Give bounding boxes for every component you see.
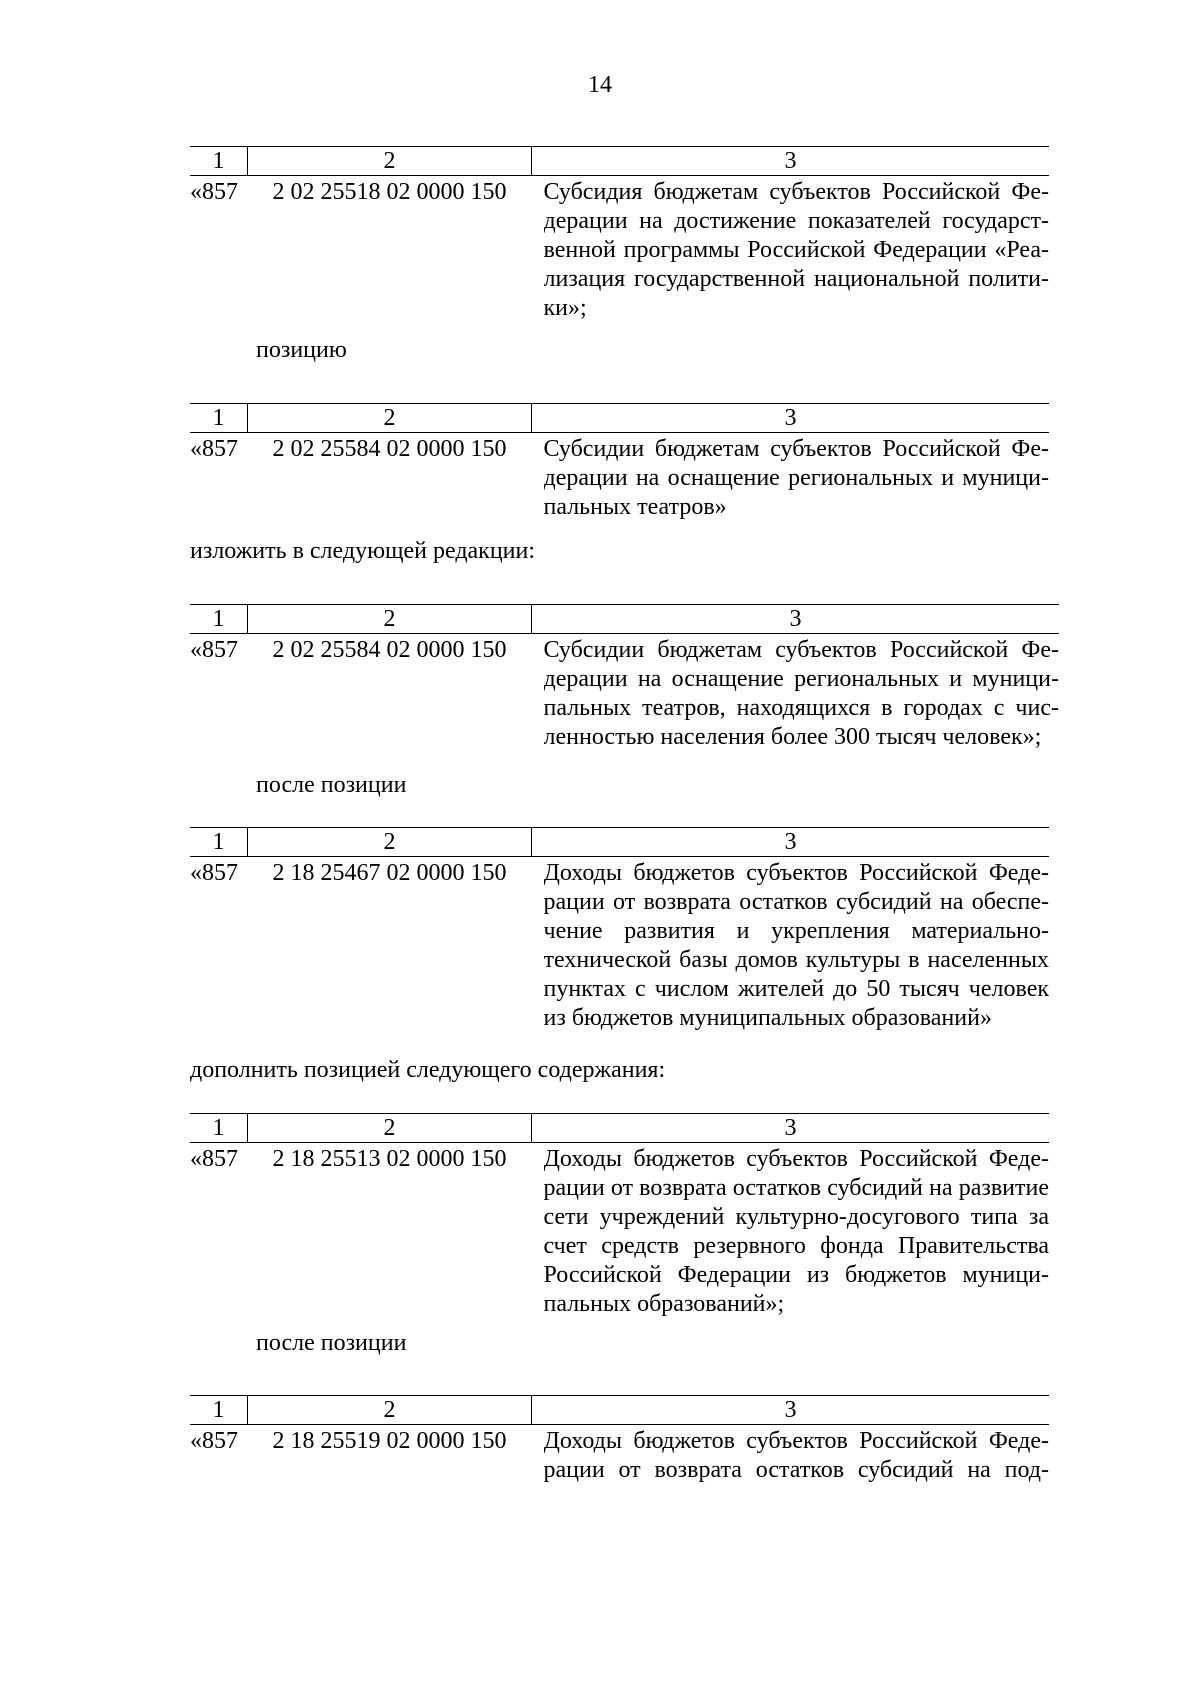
description-line: пальных образований»; xyxy=(543,1291,785,1317)
table-header-row xyxy=(190,605,1059,634)
kbk-code: 2 18 25467 02 0000 150 xyxy=(272,860,507,886)
admin-code: «857 xyxy=(190,436,238,462)
description-line: пунктах с числом жителей до 50 тысяч человек xyxy=(543,976,1049,1002)
header-col-1: 1 xyxy=(190,404,248,433)
revenue-table-3 xyxy=(190,604,1059,752)
admin-code: «857 xyxy=(190,1146,238,1172)
table-row xyxy=(190,857,1049,1034)
description-line: рации от возврата остатков субсидий на обеспе- xyxy=(543,889,1049,915)
description-line: чение развития и укрепления материально- xyxy=(543,918,1049,944)
table-block-4 xyxy=(190,827,1049,1033)
revenue-description xyxy=(532,176,1050,324)
paragraph-add-position: дополнить позицией следующего содержания: xyxy=(190,1057,666,1083)
table-row xyxy=(190,1143,1049,1320)
description-line: Доходы бюджетов субъектов Российской Феде- xyxy=(543,1428,1049,1454)
table-header-row xyxy=(190,1114,1049,1143)
description-line: ленностью населения более 300 тысяч человек»; xyxy=(543,724,1042,750)
description-line: дерации на достижение показателей государст- xyxy=(543,208,1049,234)
description-line: Доходы бюджетов субъектов Российской Феде- xyxy=(543,1146,1049,1172)
revenue-table-6 xyxy=(190,1395,1049,1485)
description-line: сети учреждений культурно-досугового типа за xyxy=(543,1204,1049,1230)
description-line: счет средств резервного фонда Правительства xyxy=(543,1233,1049,1259)
revenue-description xyxy=(532,857,1050,1034)
table-header-row xyxy=(190,828,1049,857)
page-number: 14 xyxy=(588,72,612,98)
admin-code: «857 xyxy=(190,1428,238,1454)
header-col-3: 3 xyxy=(532,404,1050,433)
header-col-3: 3 xyxy=(532,1396,1050,1425)
header-col-1: 1 xyxy=(190,1114,248,1143)
admin-code: «857 xyxy=(190,179,238,205)
description-line: из бюджетов муниципальных образований» xyxy=(543,1005,992,1031)
description-line: технической базы домов культуры в населенных xyxy=(543,947,1049,973)
description-line: рации от возврата остатков субсидий на развитие xyxy=(543,1175,1049,1201)
admin-code: «857 xyxy=(190,637,238,663)
revenue-description xyxy=(532,1425,1050,1486)
kbk-code: 2 02 25584 02 0000 150 xyxy=(272,436,507,462)
table-row xyxy=(190,176,1049,324)
description-line: пальных театров, находящихся в городах с чис- xyxy=(543,695,1059,721)
header-col-2: 2 xyxy=(248,404,532,433)
header-col-1: 1 xyxy=(190,1396,248,1425)
description-line: Доходы бюджетов субъектов Российской Феде- xyxy=(543,860,1049,886)
admin-code: «857 xyxy=(190,860,238,886)
revenue-table-5 xyxy=(190,1113,1049,1319)
description-line: рации от возврата остатков субсидий на под- xyxy=(543,1457,1049,1483)
revenue-description xyxy=(532,433,1050,523)
header-col-1: 1 xyxy=(190,147,248,176)
header-col-1: 1 xyxy=(190,828,248,857)
table-header-row xyxy=(190,147,1049,176)
description-line: ки»; xyxy=(543,295,587,321)
header-col-2: 2 xyxy=(248,1396,532,1425)
description-line: дерации на оснащение региональных и муници- xyxy=(543,666,1059,692)
table-row xyxy=(190,634,1059,753)
revenue-table-1 xyxy=(190,146,1049,323)
header-col-3: 3 xyxy=(532,605,1060,634)
paragraph-position: позицию xyxy=(256,337,347,363)
table-row xyxy=(190,433,1049,523)
revenue-description xyxy=(532,1143,1050,1320)
revenue-description xyxy=(532,634,1060,753)
header-col-1: 1 xyxy=(190,605,248,634)
header-col-2: 2 xyxy=(248,1114,532,1143)
header-col-2: 2 xyxy=(248,147,532,176)
table-header-row xyxy=(190,1396,1049,1425)
table-block-5 xyxy=(190,1113,1049,1319)
description-line: Субсидии бюджетам субъектов Российской Фе- xyxy=(543,637,1059,663)
table-row xyxy=(190,1425,1049,1486)
header-col-3: 3 xyxy=(532,147,1050,176)
header-col-2: 2 xyxy=(248,605,532,634)
description-line: Российской Федерации из бюджетов муници- xyxy=(543,1262,1049,1288)
table-header-row xyxy=(190,404,1049,433)
kbk-code: 2 02 25584 02 0000 150 xyxy=(272,637,507,663)
header-col-2: 2 xyxy=(248,828,532,857)
revenue-table-2 xyxy=(190,403,1049,522)
revenue-table-4 xyxy=(190,827,1049,1033)
table-block-1 xyxy=(190,146,1049,323)
description-line: дерации на оснащение региональных и муници- xyxy=(543,465,1049,491)
paragraph-after-position-1: после позиции xyxy=(256,772,407,798)
description-line: Субсидия бюджетам субъектов Российской Фе- xyxy=(543,179,1049,205)
kbk-code: 2 18 25519 02 0000 150 xyxy=(272,1428,507,1454)
header-col-3: 3 xyxy=(532,1114,1050,1143)
description-line: Субсидии бюджетам субъектов Российской Фе- xyxy=(543,436,1049,462)
description-line: лизация государственной национальной полити- xyxy=(543,266,1049,292)
paragraph-restate: изложить в следующей редакции: xyxy=(190,538,536,564)
paragraph-after-position-2: после позиции xyxy=(256,1330,407,1356)
table-block-3 xyxy=(190,604,1059,752)
kbk-code: 2 02 25518 02 0000 150 xyxy=(272,179,507,205)
table-block-2 xyxy=(190,403,1049,522)
description-line: венной программы Российской Федерации «Реа- xyxy=(543,237,1049,263)
header-col-3: 3 xyxy=(532,828,1050,857)
description-line: пальных театров» xyxy=(543,494,727,520)
table-block-6 xyxy=(190,1395,1049,1485)
kbk-code: 2 18 25513 02 0000 150 xyxy=(272,1146,507,1172)
